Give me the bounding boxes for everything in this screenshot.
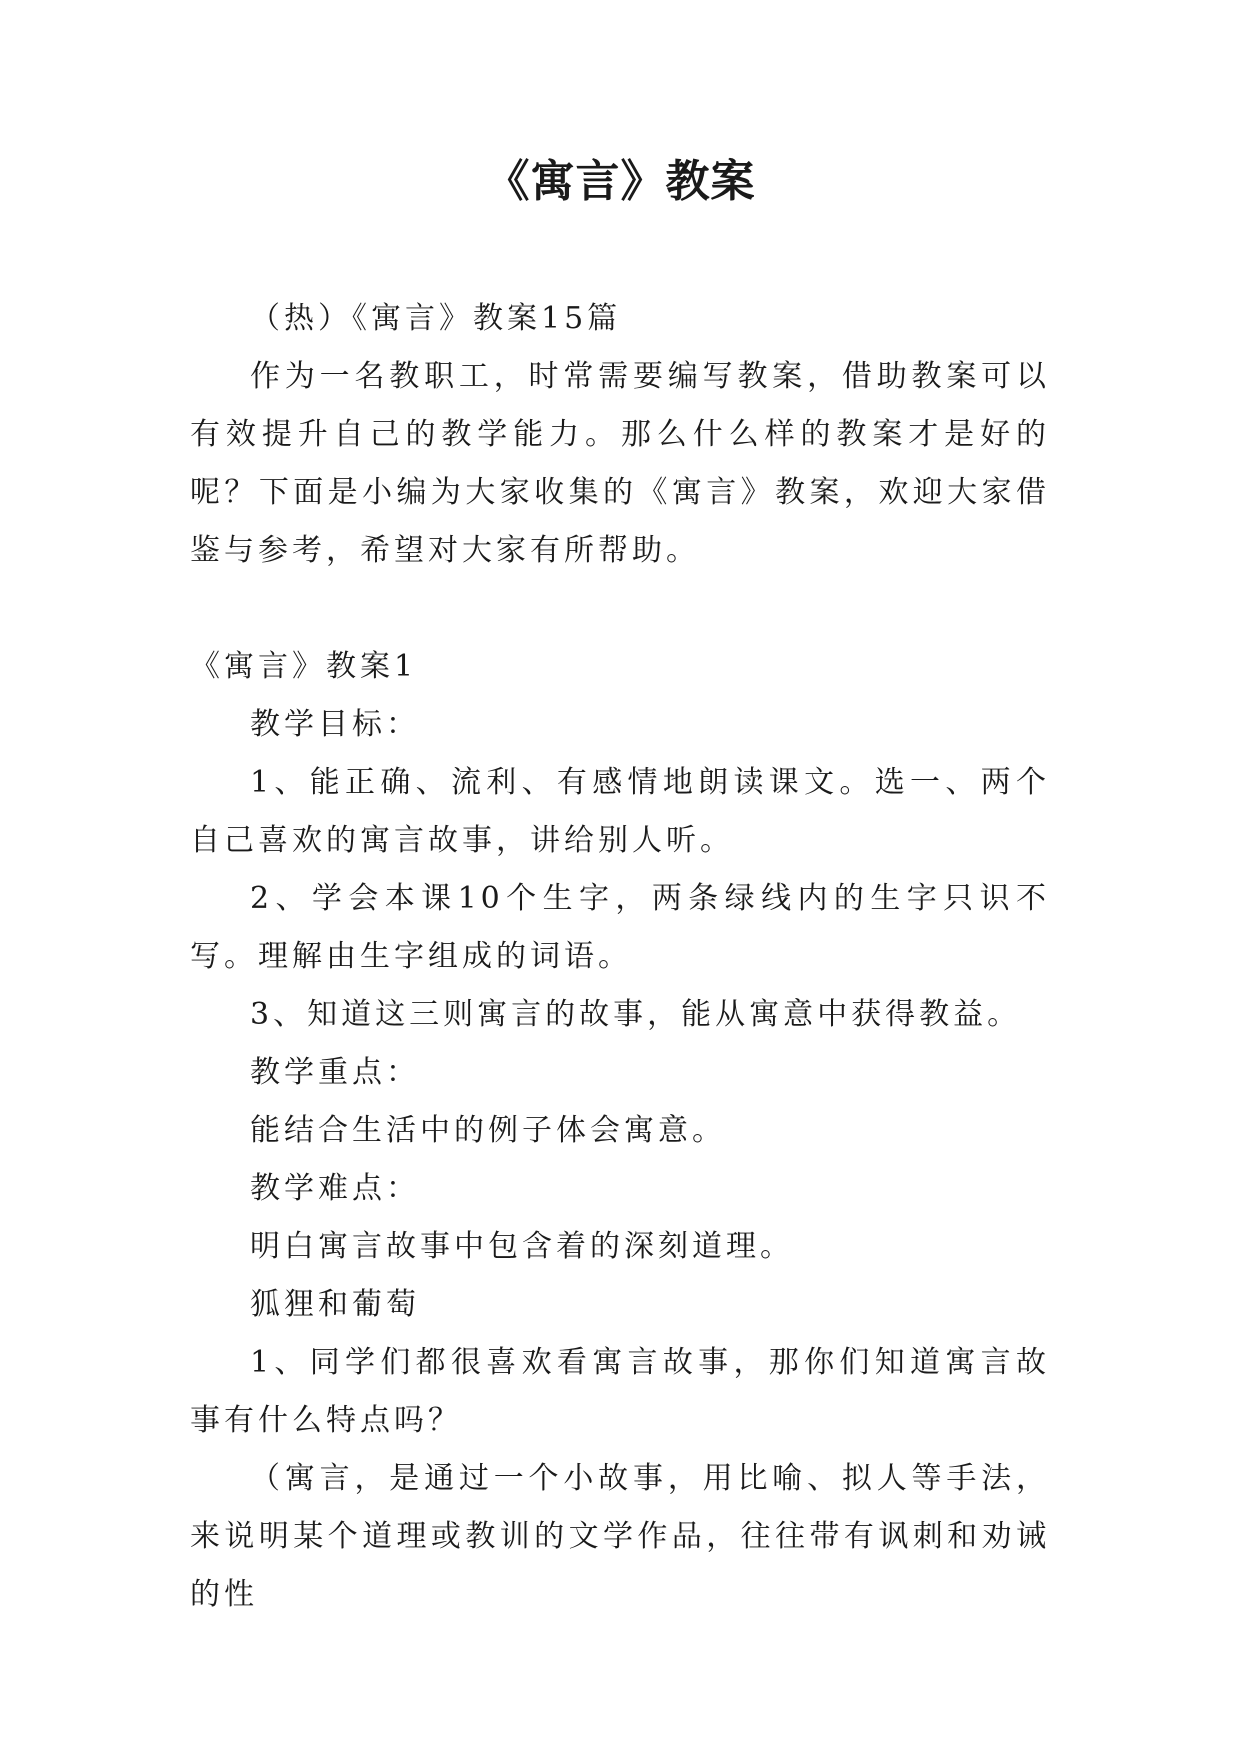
goal-item-2: 2、学会本课10个生字，两条绿线内的生字只识不写。理解由生字组成的词语。 xyxy=(190,881,1050,974)
goal-item-1: 1、能正确、流利、有感情地朗读课文。选一、两个自己喜欢的寓言故事，讲给别人听。 xyxy=(190,765,1050,858)
paragraph-spacer xyxy=(190,580,1050,638)
document-title: 《寓言》教案 xyxy=(485,156,756,207)
story-title: 狐狸和葡萄 xyxy=(250,1287,420,1322)
subtitle-paragraph: （热）《寓言》教案15篇 xyxy=(250,301,622,336)
document-body xyxy=(190,290,1050,1624)
label-key-points: 教学重点： xyxy=(250,1055,420,1090)
section-heading: 《寓言》教案1 xyxy=(190,649,418,684)
lesson-note: （寓言，是通过一个小故事，用比喻、拟人等手法，来说明某个道理或教训的文学作品，往往带有讽刺和劝诫的性 xyxy=(190,1461,1050,1612)
difficulties-text: 明白寓言故事中包含着的深刻道理。 xyxy=(250,1229,794,1264)
intro-paragraph: 作为一名教职工，时常需要编写教案，借助教案可以有效提升自己的教学能力。那么什么样的教案才是好的呢？下面是小编为大家收集的《寓言》教案，欢迎大家借鉴与参考，希望对大家有所帮助。 xyxy=(190,359,1050,568)
label-teaching-goals: 教学目标： xyxy=(250,707,420,742)
lesson-step-1: 1、同学们都很喜欢看寓言故事，那你们知道寓言故事有什么特点吗？ xyxy=(190,1345,1050,1438)
key-points-text: 能结合生活中的例子体会寓意。 xyxy=(250,1113,726,1148)
label-difficulties: 教学难点： xyxy=(250,1171,420,1206)
goal-item-3: 3、知道这三则寓言的故事，能从寓意中获得教益。 xyxy=(250,997,1022,1032)
